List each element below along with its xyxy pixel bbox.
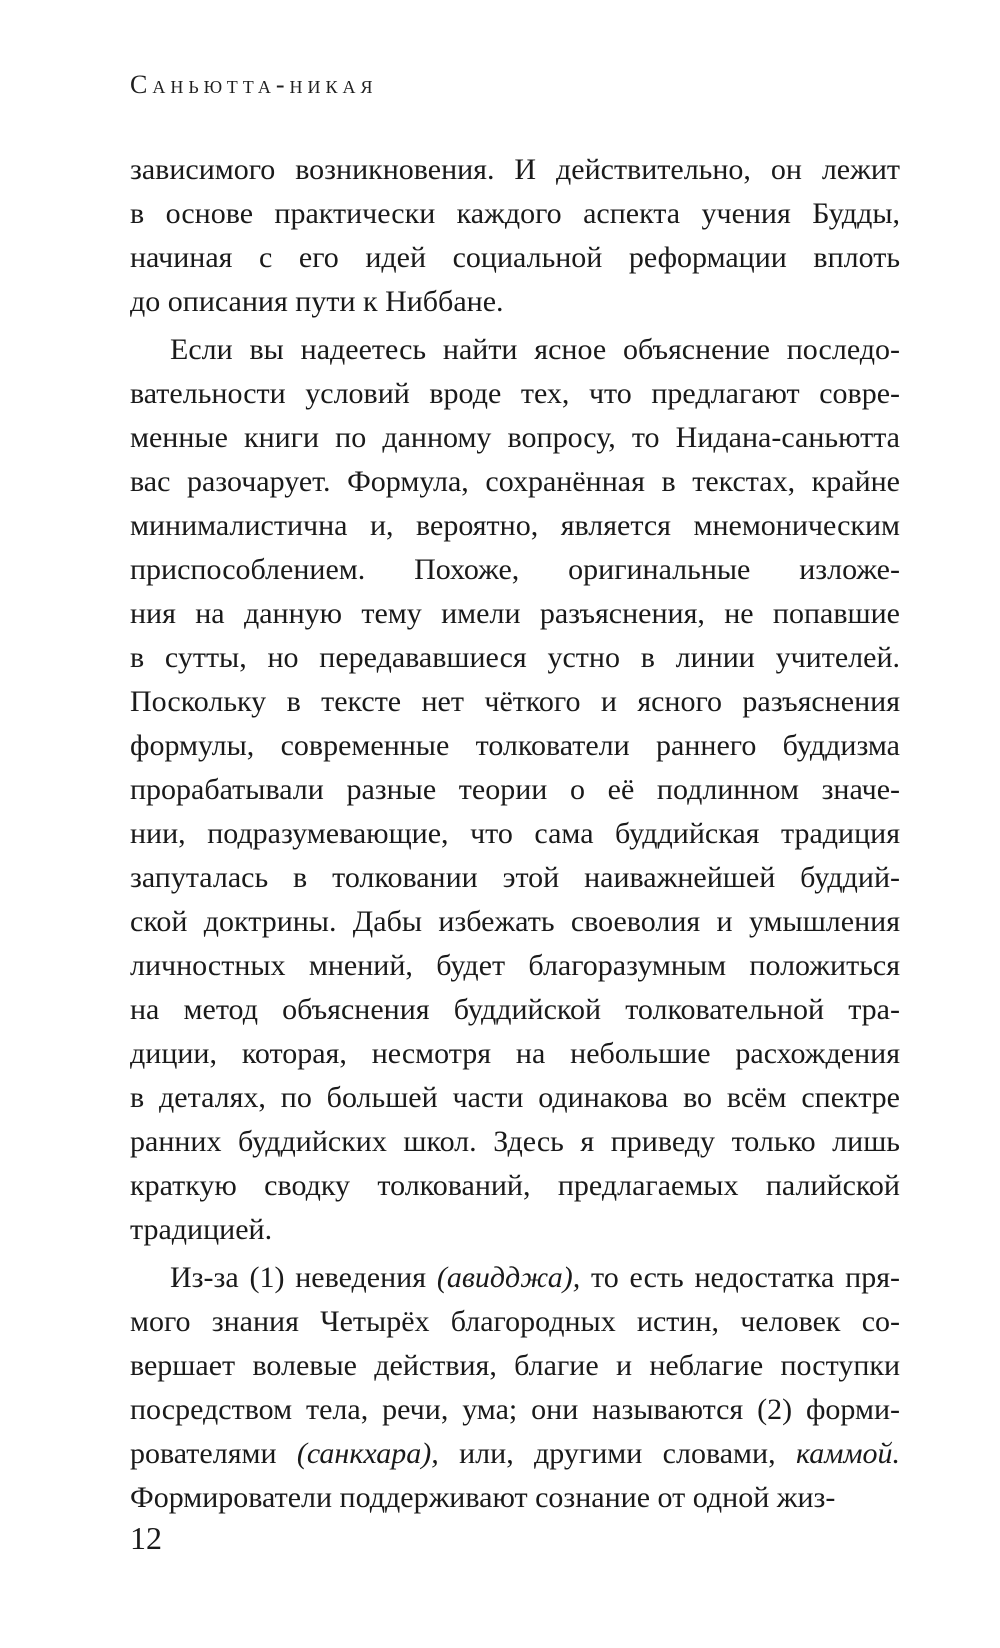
body-text xyxy=(130,148,900,1520)
text-segment: посредством тела, речи, ума; они называются (2) форми- xyxy=(130,1393,900,1426)
text-line xyxy=(130,192,900,236)
text-line xyxy=(130,1208,900,1252)
text-line xyxy=(130,1120,900,1164)
text-line xyxy=(130,328,900,372)
text-segment: в основе практически каждого аспекта учения Будды, xyxy=(130,197,900,230)
text-segment: мого знания Четырёх благородных истин, человек со- xyxy=(130,1305,900,1338)
paragraph xyxy=(130,1256,900,1520)
text-segment: вас разочарует. Формула, сохранённая в текстах, крайне xyxy=(130,465,900,498)
text-segment: традицией. xyxy=(130,1213,273,1246)
text-line xyxy=(130,900,900,944)
text-segment: прорабатывали разные теории о её подлинном значе- xyxy=(130,773,900,806)
text-segment: менные книги по данному вопросу, то Нидана-саньютта xyxy=(130,421,900,454)
text-line xyxy=(130,680,900,724)
text-segment: минималистична и, вероятно, является мнемоническим xyxy=(130,509,900,542)
text-line xyxy=(130,768,900,812)
text-segment: нии, подразумевающие, что сама буддийская традиция xyxy=(130,817,900,850)
text-segment: начиная с его идей социальной реформации вплоть xyxy=(130,241,900,274)
text-line xyxy=(130,1388,900,1432)
text-segment: или, другими словами, xyxy=(438,1437,796,1470)
text-line xyxy=(130,280,900,324)
text-line xyxy=(130,1476,900,1520)
text-line xyxy=(130,1076,900,1120)
text-line xyxy=(130,724,900,768)
text-segment: личностных мнений, будет благоразумным положиться xyxy=(130,949,900,982)
text-line xyxy=(130,1164,900,1208)
running-header: Саньютта-никая xyxy=(130,70,378,99)
text-segment: в сутты, но передававшиеся устно в линии учителей. xyxy=(130,641,900,674)
text-line xyxy=(130,504,900,548)
text-line xyxy=(130,944,900,988)
text-segment: Формирователи поддерживают сознание от одной жиз- xyxy=(130,1481,836,1514)
text-segment: рователями xyxy=(130,1437,297,1470)
paragraph xyxy=(130,328,900,1252)
text-line xyxy=(130,1032,900,1076)
text-line xyxy=(130,856,900,900)
text-segment: Если вы надеетесь найти ясное объяснение последо- xyxy=(170,333,900,366)
text-segment: на метод объяснения буддийской толковательной тра- xyxy=(130,993,900,1026)
text-line xyxy=(130,1300,900,1344)
text-line xyxy=(130,1256,900,1300)
page-number: 12 xyxy=(130,1520,162,1556)
text-segment: то есть недостатка пря- xyxy=(580,1261,901,1294)
text-segment: ранних буддийских школ. Здесь я приведу только лишь xyxy=(130,1125,900,1158)
text-segment: запуталась в толковании этой наиважнейшей буддий- xyxy=(130,861,900,894)
text-line xyxy=(130,236,900,280)
text-line xyxy=(130,372,900,416)
text-segment: Из-за (1) неведения xyxy=(170,1261,437,1294)
paragraph xyxy=(130,148,900,324)
text-segment: Поскольку в тексте нет чёткого и ясного разъяснения xyxy=(130,685,900,718)
text-segment: формулы, современные толкователи раннего буддизма xyxy=(130,729,900,762)
text-segment: ской доктрины. Дабы избежать своеволия и умышления xyxy=(130,905,900,938)
text-line xyxy=(130,636,900,680)
text-segment: приспособлением. Похоже, оригинальные изложе- xyxy=(130,553,900,586)
italic-term: каммой. xyxy=(795,1437,901,1470)
text-line xyxy=(130,1344,900,1388)
text-segment: зависимого возникновения. И действительно, он лежит xyxy=(130,153,900,186)
text-line xyxy=(130,988,900,1032)
text-segment: вершает волевые действия, благие и неблагие поступки xyxy=(130,1349,900,1382)
text-segment: до описания пути к Ниббане. xyxy=(130,285,504,318)
text-segment: в деталях, по большей части одинакова во всём спектре xyxy=(130,1081,900,1114)
text-line xyxy=(130,548,900,592)
text-line xyxy=(130,1432,900,1476)
text-line xyxy=(130,812,900,856)
text-segment: вательности условий вроде тех, что предлагают совре- xyxy=(130,377,900,410)
text-segment: ния на данную тему имели разъяснения, не попавшие xyxy=(130,597,900,630)
text-segment: диции, которая, несмотря на небольшие расхождения xyxy=(130,1037,900,1070)
text-line xyxy=(130,416,900,460)
italic-term: (авидджа), xyxy=(436,1261,581,1294)
text-line xyxy=(130,148,900,192)
text-line xyxy=(130,592,900,636)
text-segment: краткую сводку толкований, предлагаемых палийской xyxy=(130,1169,900,1202)
text-line xyxy=(130,460,900,504)
italic-term: (санкхара), xyxy=(296,1437,439,1470)
